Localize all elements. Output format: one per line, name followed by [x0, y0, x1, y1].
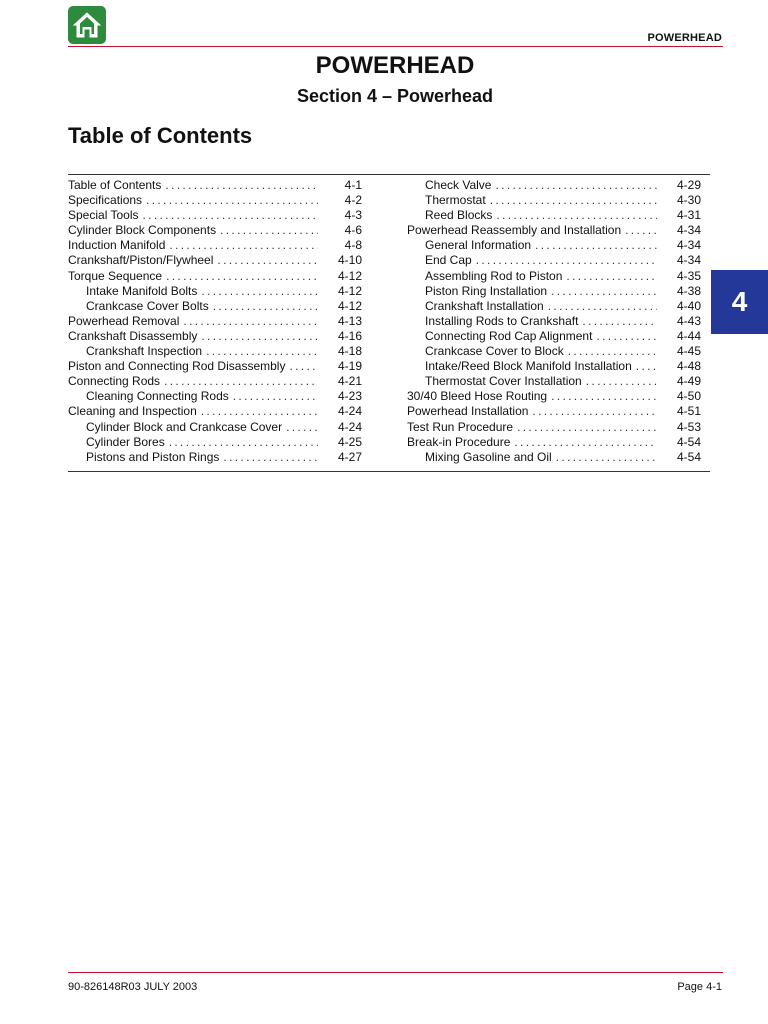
toc-entry-title: Crankshaft Disassembly	[68, 328, 198, 343]
header-rule	[68, 46, 723, 47]
toc-entry[interactable]	[68, 253, 362, 268]
toc-entry[interactable]	[68, 450, 362, 465]
toc-entry-page: 4-1	[344, 178, 362, 192]
toc-entry-title: 30/40 Bleed Hose Routing	[407, 389, 548, 404]
toc-entry-page: 4-29	[676, 178, 701, 192]
toc-dot-leader	[201, 329, 318, 344]
toc-entry-page: 4-25	[337, 434, 362, 449]
section-tab-label: 4	[731, 286, 748, 317]
toc-entry[interactable]	[407, 178, 701, 193]
toc-dot-leader	[625, 223, 657, 238]
toc-bottom-rule	[68, 471, 710, 472]
toc-entry-page: 4-12	[337, 298, 362, 313]
toc-entry[interactable]	[407, 253, 701, 268]
running-header: POWERHEAD	[647, 32, 722, 44]
toc-entry-page: 4-27	[337, 449, 362, 464]
toc-entry-title: Powerhead Reassembly and Installation	[407, 223, 622, 238]
toc-entry-page: 4-24	[337, 404, 362, 419]
toc-entry[interactable]	[407, 208, 701, 223]
toc-entry-title: Crankshaft Inspection	[86, 344, 203, 359]
toc-entry-page: 4-19	[337, 359, 362, 374]
toc-entry-page: 4-45	[676, 344, 701, 359]
toc-right-column	[407, 178, 701, 465]
toc-entry[interactable]	[407, 269, 701, 284]
toc-dot-leader	[201, 284, 318, 299]
toc-dot-leader	[596, 329, 657, 344]
toc-entry-title: Test Run Procedure	[407, 419, 514, 434]
toc-entry-page: 4-6	[344, 223, 362, 238]
toc-top-rule	[68, 174, 710, 175]
toc-entry-page: 4-43	[676, 313, 701, 328]
toc-entry-page: 4-44	[676, 328, 701, 343]
toc-dot-leader	[551, 389, 657, 404]
toc-dot-leader	[556, 450, 657, 465]
toc-entry-title: Intake/Reed Block Manifold Installation	[425, 359, 632, 374]
toc-entry[interactable]	[68, 389, 362, 404]
toc-entry-title: Piston Ring Installation	[425, 283, 548, 298]
toc-entry-title: Special Tools	[68, 208, 139, 223]
toc-entry-page: 4-40	[676, 298, 701, 313]
toc-entry-page: 4-23	[337, 389, 362, 404]
toc-entry[interactable]	[407, 299, 701, 314]
toc-entry-title: Connecting Rod Cap Alignment	[425, 328, 593, 343]
toc-dot-leader	[165, 178, 318, 193]
toc-entry[interactable]	[68, 238, 362, 253]
toc-dot-leader	[495, 178, 657, 193]
toc-entry-page: 4-51	[676, 404, 701, 419]
toc-entry-title: Powerhead Removal	[68, 313, 180, 328]
toc-entry-page: 4-12	[337, 283, 362, 298]
home-button[interactable]	[68, 6, 106, 44]
toc-entry[interactable]	[407, 359, 701, 374]
toc-entry[interactable]	[68, 193, 362, 208]
toc-dot-leader	[169, 238, 318, 253]
toc-dot-leader	[496, 208, 657, 223]
toc-entry-page: 4-50	[676, 389, 701, 404]
toc-entry-page: 4-18	[337, 344, 362, 359]
toc-entry-page: 4-34	[676, 253, 701, 268]
toc-entry-page: 4-16	[337, 328, 362, 343]
toc-entry-page: 4-35	[676, 268, 701, 283]
toc-entry-page: 4-48	[676, 359, 701, 374]
toc-dot-leader	[551, 284, 657, 299]
toc-entry-page: 4-13	[337, 313, 362, 328]
toc-entry-page: 4-8	[344, 238, 362, 253]
toc-entry-page: 4-34	[676, 223, 701, 238]
toc-entry[interactable]	[407, 238, 701, 253]
toc-entry[interactable]	[407, 374, 701, 389]
footer-page-number: Page 4-1	[677, 981, 722, 993]
page-title: POWERHEAD	[315, 52, 475, 79]
toc-entry-title: Crankshaft/Piston/Flywheel	[68, 253, 214, 268]
toc-entry-title: Reed Blocks	[425, 208, 493, 223]
toc-entry[interactable]	[407, 193, 701, 208]
toc-entry[interactable]	[407, 420, 701, 435]
toc-entry[interactable]	[68, 435, 362, 450]
toc-entry[interactable]	[68, 420, 362, 435]
toc-entry-title: Crankcase Cover Bolts	[86, 298, 209, 313]
toc-entry[interactable]	[68, 223, 362, 238]
toc-entry[interactable]	[68, 404, 362, 419]
toc-dot-leader	[490, 193, 657, 208]
toc-dot-leader	[169, 435, 318, 450]
toc-entry-title: Cylinder Block and Crankcase Cover	[86, 419, 283, 434]
toc-entry[interactable]	[407, 435, 701, 450]
toc-entry-page: 4-54	[676, 449, 701, 464]
toc-entry-title: Crankshaft Installation	[425, 298, 544, 313]
toc-entry[interactable]	[407, 389, 701, 404]
toc-dot-leader	[636, 359, 657, 374]
toc-entry[interactable]	[68, 344, 362, 359]
toc-entry[interactable]	[68, 329, 362, 344]
toc-dot-leader	[166, 269, 318, 284]
toc-entry[interactable]	[407, 450, 701, 465]
toc-entry-title: Induction Manifold	[68, 238, 166, 253]
toc-entry-title: Cylinder Bores	[86, 434, 165, 449]
toc-dot-leader	[514, 435, 657, 450]
toc-entry-title: Intake Manifold Bolts	[86, 283, 198, 298]
toc-dot-leader	[233, 389, 318, 404]
toc-entry-title: Thermostat	[425, 193, 486, 208]
toc-entry-title: Connecting Rods	[68, 374, 161, 389]
toc-entry-page: 4-31	[676, 208, 701, 223]
toc-entry[interactable]	[407, 314, 701, 329]
toc-dot-leader	[476, 253, 657, 268]
toc-dot-leader	[220, 223, 318, 238]
toc-dot-leader	[532, 404, 657, 419]
section-title: Section 4 – Powerhead	[296, 86, 494, 106]
toc-dot-leader	[582, 314, 657, 329]
toc-dot-leader	[213, 299, 318, 314]
toc-entry-title: Cleaning and Inspection	[68, 404, 197, 419]
toc-heading: Table of Contents	[68, 123, 253, 148]
toc-entry-page: 4-21	[337, 374, 362, 389]
footer-doc-id: 90-826148R03 JULY 2003	[68, 981, 198, 993]
home-icon	[72, 11, 102, 39]
toc-dot-leader	[289, 359, 318, 374]
toc-entry-title: Mixing Gasoline and Oil	[425, 449, 552, 464]
toc-entry-title: Torque Sequence	[68, 268, 163, 283]
toc-entry[interactable]	[68, 374, 362, 389]
section-tab[interactable]	[711, 270, 768, 334]
toc-entry-title: Powerhead Installation	[407, 404, 529, 419]
toc-entry-title: Piston and Connecting Rod Disassembly	[68, 359, 286, 374]
toc-entry[interactable]	[68, 178, 362, 193]
toc-dot-leader	[146, 193, 318, 208]
footer-rule	[68, 972, 723, 973]
toc-entry[interactable]	[407, 223, 701, 238]
toc-entry-title: Thermostat Cover Installation	[425, 374, 582, 389]
toc-left-column	[68, 178, 362, 465]
toc-dot-leader	[566, 269, 657, 284]
toc-entry-title: Cleaning Connecting Rods	[86, 389, 229, 404]
toc-entry[interactable]	[68, 208, 362, 223]
toc-entry[interactable]	[407, 329, 701, 344]
toc-entry[interactable]	[68, 269, 362, 284]
toc-entry-page: 4-30	[676, 193, 701, 208]
toc-entry-title: Table of Contents	[68, 178, 162, 192]
toc-entry-title: Assembling Rod to Piston	[425, 268, 563, 283]
toc-entry-page: 4-53	[676, 419, 701, 434]
toc-entry-title: Crankcase Cover to Block	[425, 344, 564, 359]
toc-entry-page: 4-10	[337, 253, 362, 268]
toc-dot-leader	[535, 238, 657, 253]
toc-entry-page: 4-2	[344, 193, 362, 208]
toc-dot-leader	[201, 404, 318, 419]
toc-entry-title: Check Valve	[425, 178, 492, 192]
toc-entry-page: 4-38	[676, 283, 701, 298]
toc-entry-title: Installing Rods to Crankshaft	[425, 313, 579, 328]
toc-dot-leader	[206, 344, 318, 359]
toc-entry[interactable]	[68, 359, 362, 374]
toc-entry-page: 4-24	[337, 419, 362, 434]
toc-entry-page: 4-12	[337, 268, 362, 283]
toc-entry[interactable]	[68, 284, 362, 299]
toc-entry-title: End Cap	[425, 253, 472, 268]
toc-entry-title: Break-in Procedure	[407, 434, 511, 449]
toc-entry-page: 4-3	[344, 208, 362, 223]
toc-dot-leader	[217, 253, 318, 268]
toc-entry[interactable]	[407, 404, 701, 419]
toc-entry[interactable]	[407, 284, 701, 299]
toc-dot-leader	[548, 299, 657, 314]
toc-entry-page: 4-49	[676, 374, 701, 389]
toc-dot-leader	[143, 208, 319, 223]
toc-dot-leader	[223, 450, 318, 465]
toc-entry-title: General Information	[425, 238, 532, 253]
toc-dot-leader	[164, 374, 318, 389]
toc-entry[interactable]	[68, 299, 362, 314]
toc-dot-leader	[183, 314, 318, 329]
toc-entry[interactable]	[407, 344, 701, 359]
toc-entry-page: 4-54	[676, 434, 701, 449]
toc-dot-leader	[568, 344, 657, 359]
toc-dot-leader	[586, 374, 657, 389]
toc-entry-title: Cylinder Block Components	[68, 223, 217, 238]
toc-dot-leader	[286, 420, 318, 435]
toc-entry-title: Pistons and Piston Rings	[86, 449, 220, 464]
toc-dot-leader	[517, 420, 657, 435]
toc-entry-title: Specifications	[68, 193, 143, 208]
toc-entry[interactable]	[68, 314, 362, 329]
toc-entry-page: 4-34	[676, 238, 701, 253]
